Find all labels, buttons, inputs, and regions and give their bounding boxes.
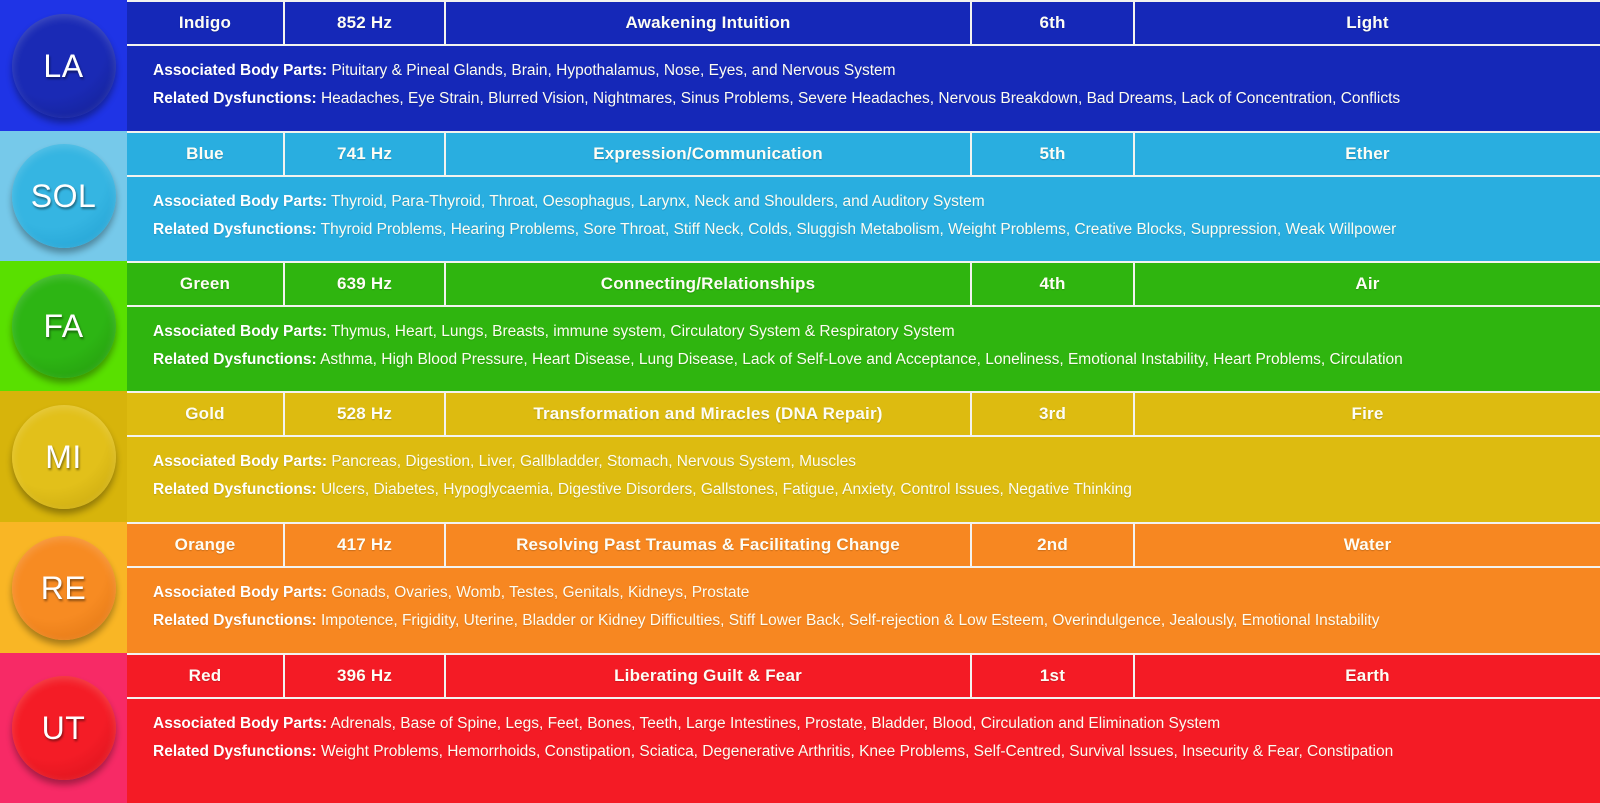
chakra-row [0,391,1600,522]
color-cell: Orange [127,524,285,566]
associated-body-parts-line-value: Gonads, Ovaries, Womb, Testes, Genitals, Kidneys, Prostate [331,584,750,601]
element-cell: Fire [1351,404,1384,423]
element-cell: Light [1346,13,1389,32]
detail-strip [127,46,1600,131]
note-circle [12,274,116,378]
associated-body-parts-line [153,60,1600,82]
related-dysfunctions-line [153,349,1600,371]
note-circle [12,14,116,118]
note-cell [0,261,127,391]
purpose-cell: Connecting/Relationships [446,263,972,305]
related-dysfunctions-line-value: Thyroid Problems, Hearing Problems, Sore Throat, Stiff Neck, Colds, Sluggish Metabolism, Weight Problems, Creative Blocks, Suppression, Weak Willpower [320,221,1397,239]
purpose-cell: Expression/Communication [446,133,972,175]
associated-body-parts-line-label: Associated Body Parts: [153,62,327,79]
detail-strip [127,699,1600,803]
row-body [127,261,1600,391]
note-label: SOL [30,178,97,214]
element-cell: Water [1343,535,1392,554]
chakra-row [0,261,1600,391]
associated-body-parts-line-label: Associated Body Parts: [153,715,327,732]
chakra-row [0,0,1600,131]
attribute-header-strip [127,522,1600,568]
position-cell: 6th [972,2,1135,44]
related-dysfunctions-line-label: Related Dysfunctions: [153,90,317,108]
detail-strip [127,177,1600,261]
associated-body-parts-line [153,582,1600,604]
color-cell: Green [127,263,285,305]
position-cell: 4th [972,263,1135,305]
associated-body-parts-line-label: Associated Body Parts: [153,193,327,210]
related-dysfunctions-line [153,219,1600,241]
related-dysfunctions-line-label: Related Dysfunctions: [153,481,317,499]
note-label: LA [43,47,84,84]
frequency-cell: 639 Hz [285,263,446,305]
frequency-cell: 396 Hz [285,655,446,697]
associated-body-parts-line-value: Pancreas, Digestion, Liver, Gallbladder, Stomach, Nervous System, Muscles [331,453,856,470]
element-cell: Earth [1345,666,1390,685]
attribute-header-strip [127,0,1600,46]
related-dysfunctions-line [153,741,1600,763]
associated-body-parts-line-label: Associated Body Parts: [153,453,327,470]
detail-strip [127,437,1600,522]
related-dysfunctions-line-value: Impotence, Frigidity, Uterine, Bladder or Kidney Difficulties, Stiff Lower Back, Self-rejection & Low Esteem, Overindulgence, Jealously, Emotional Instability [320,612,1380,630]
note-label: RE [40,569,87,606]
associated-body-parts-line [153,321,1600,343]
element-cell: Air [1355,274,1380,293]
position-cell: 3rd [972,393,1135,435]
position-cell: 5th [972,133,1135,175]
frequency-cell: 417 Hz [285,524,446,566]
note-cell [0,522,127,653]
purpose-cell: Liberating Guilt & Fear [446,655,972,697]
associated-body-parts-line-value: Adrenals, Base of Spine, Legs, Feet, Bones, Teeth, Large Intestines, Prostate, Bladder, Blood, Circulation and Elimination System [330,715,1221,732]
related-dysfunctions-line-value: Asthma, High Blood Pressure, Heart Disease, Lung Disease, Lack of Self-Love and Acceptance, Loneliness, Emotional Instability, Heart Problems, Circulation [320,351,1403,369]
related-dysfunctions-line [153,88,1600,110]
color-cell: Indigo [127,2,285,44]
detail-strip [127,307,1600,391]
purpose-cell: Resolving Past Traumas & Facilitating Change [446,524,972,566]
related-dysfunctions-line-label: Related Dysfunctions: [153,612,317,630]
row-body [127,391,1600,522]
associated-body-parts-line-label: Associated Body Parts: [153,584,327,601]
associated-body-parts-line [153,713,1600,735]
associated-body-parts-line-value: Pituitary & Pineal Glands, Brain, Hypothalamus, Nose, Eyes, and Nervous System [331,62,896,79]
note-circle [12,676,116,780]
purpose-cell: Transformation and Miracles (DNA Repair) [446,393,972,435]
chakra-row [0,131,1600,261]
detail-strip [127,568,1600,653]
associated-body-parts-line [153,191,1600,213]
related-dysfunctions-line-label: Related Dysfunctions: [153,743,317,761]
row-body [127,522,1600,653]
note-circle [12,144,116,248]
attribute-header-strip [127,653,1600,699]
purpose-cell: Awakening Intuition [446,2,972,44]
attribute-header-strip [127,131,1600,177]
related-dysfunctions-line-value: Ulcers, Diabetes, Hypoglycaemia, Digestive Disorders, Gallstones, Fatigue, Anxiety, Control Issues, Negative Thinking [320,481,1132,499]
frequency-cell: 528 Hz [285,393,446,435]
chakra-row [0,522,1600,653]
row-body [127,0,1600,131]
note-label: FA [43,308,84,344]
row-body [127,131,1600,261]
position-cell: 1st [972,655,1135,697]
associated-body-parts-line-label: Associated Body Parts: [153,323,327,340]
associated-body-parts-line-value: Thymus, Heart, Lungs, Breasts, immune system, Circulatory System & Respiratory System [331,323,955,340]
color-cell: Blue [127,133,285,175]
note-label: MI [45,438,82,475]
related-dysfunctions-line [153,479,1600,501]
color-cell: Red [127,655,285,697]
note-cell [0,131,127,261]
chakra-row [0,653,1600,803]
note-cell [0,0,127,131]
position-cell: 2nd [972,524,1135,566]
note-label: UT [41,710,86,746]
related-dysfunctions-line-label: Related Dysfunctions: [153,221,317,239]
row-body [127,653,1600,803]
frequency-cell: 852 Hz [285,2,446,44]
related-dysfunctions-line-value: Headaches, Eye Strain, Blurred Vision, Nightmares, Sinus Problems, Severe Headaches, Nervous Breakdown, Bad Dreams, Lack of Concentration, Conflicts [320,90,1401,108]
related-dysfunctions-line [153,610,1600,632]
note-circle [12,405,116,509]
related-dysfunctions-line-value: Weight Problems, Hemorrhoids, Constipation, Sciatica, Degenerative Arthritis, Knee Problems, Self-Centred, Survival Issues, Insecurity & Fear, Constipation [320,743,1394,761]
attribute-header-strip [127,391,1600,437]
associated-body-parts-line [153,451,1600,473]
attribute-header-strip [127,261,1600,307]
frequency-cell: 741 Hz [285,133,446,175]
associated-body-parts-line-value: Thyroid, Para-Thyroid, Throat, Oesophagus, Larynx, Neck and Shoulders, and Auditory System [331,193,985,210]
related-dysfunctions-line-label: Related Dysfunctions: [153,351,317,369]
note-cell [0,391,127,522]
note-circle [12,536,116,640]
note-cell [0,653,127,803]
color-cell: Gold [127,393,285,435]
element-cell: Ether [1345,144,1390,163]
